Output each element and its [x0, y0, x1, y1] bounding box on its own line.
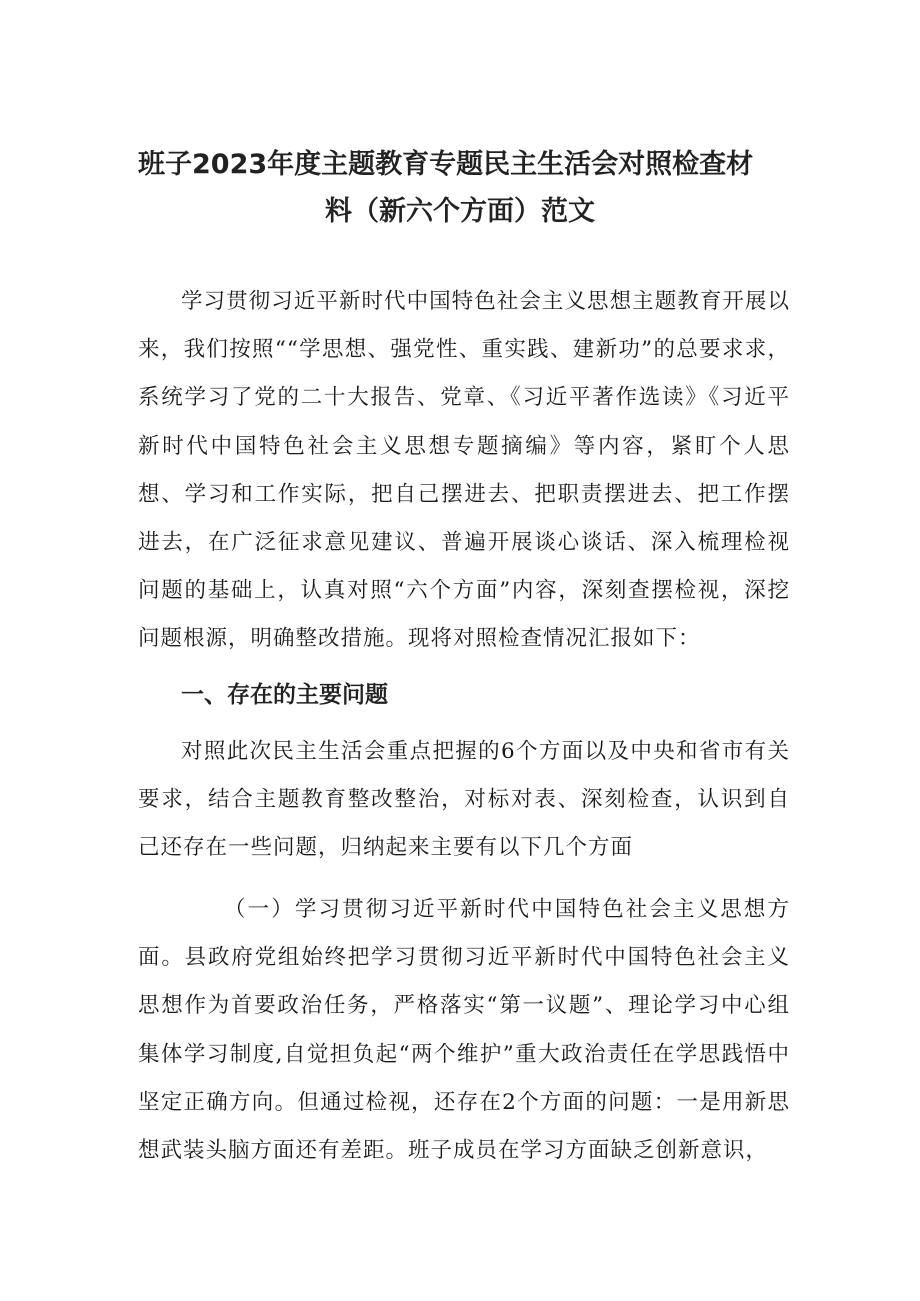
subsection-paragraph: （一）学习贯彻习近平新时代中国特色社会主义思想方面。县政府党组始终把学习贯彻习近平新时代中国特色社会主义思想作为首要政治任务，严格落实“第一议题”、理论学习中心组集体学习制度,自觉担负起“两个维护”重大政治责任在学思践悟中坚定正确方向。但通过检视，还存在2个方面的问题：一是用新思想武装头脑方面还有差距。班子成员在学习方面缺乏创新意识， [138, 897, 790, 1164]
document-title-line-1: 班子2023年度主题教育专题民主生活会对照检查材 [138, 149, 754, 180]
intro-paragraph: 学习贯彻习近平新时代中国特色社会主义思想主题教育开展以来，我们按照““学思想、强党性、重实践、建新功”的总要求求，系统学习了党的二十大报告、党章、《习近平著作选读》《习近平新时代中国特色社会主义思想专题摘编》等内容，紧盯个人思想、学习和工作实际，把自己摆进去、把职责摆进去、把工作摆进去，在广泛征求意见建议、普遍开展谈心谈话、深入梳理检视问题的基础上，认真对照“六个方面”内容，深刻查摆检视，深挖问题根源，明确整改措施。现将对照检查情况汇报如下： [138, 289, 790, 652]
problems-paragraph: 对照此次民主生活会重点把握的6个方面以及中央和省市有关要求，结合主题教育整改整治，对标对表、深刻检查，认识到自己还存在一些问题，归纳起来主要有以下几个方面 [138, 739, 790, 861]
document-title-line-2: 料（新六个方面）范文 [325, 196, 595, 227]
section-heading: 一、存在的主要问题 [181, 682, 388, 708]
